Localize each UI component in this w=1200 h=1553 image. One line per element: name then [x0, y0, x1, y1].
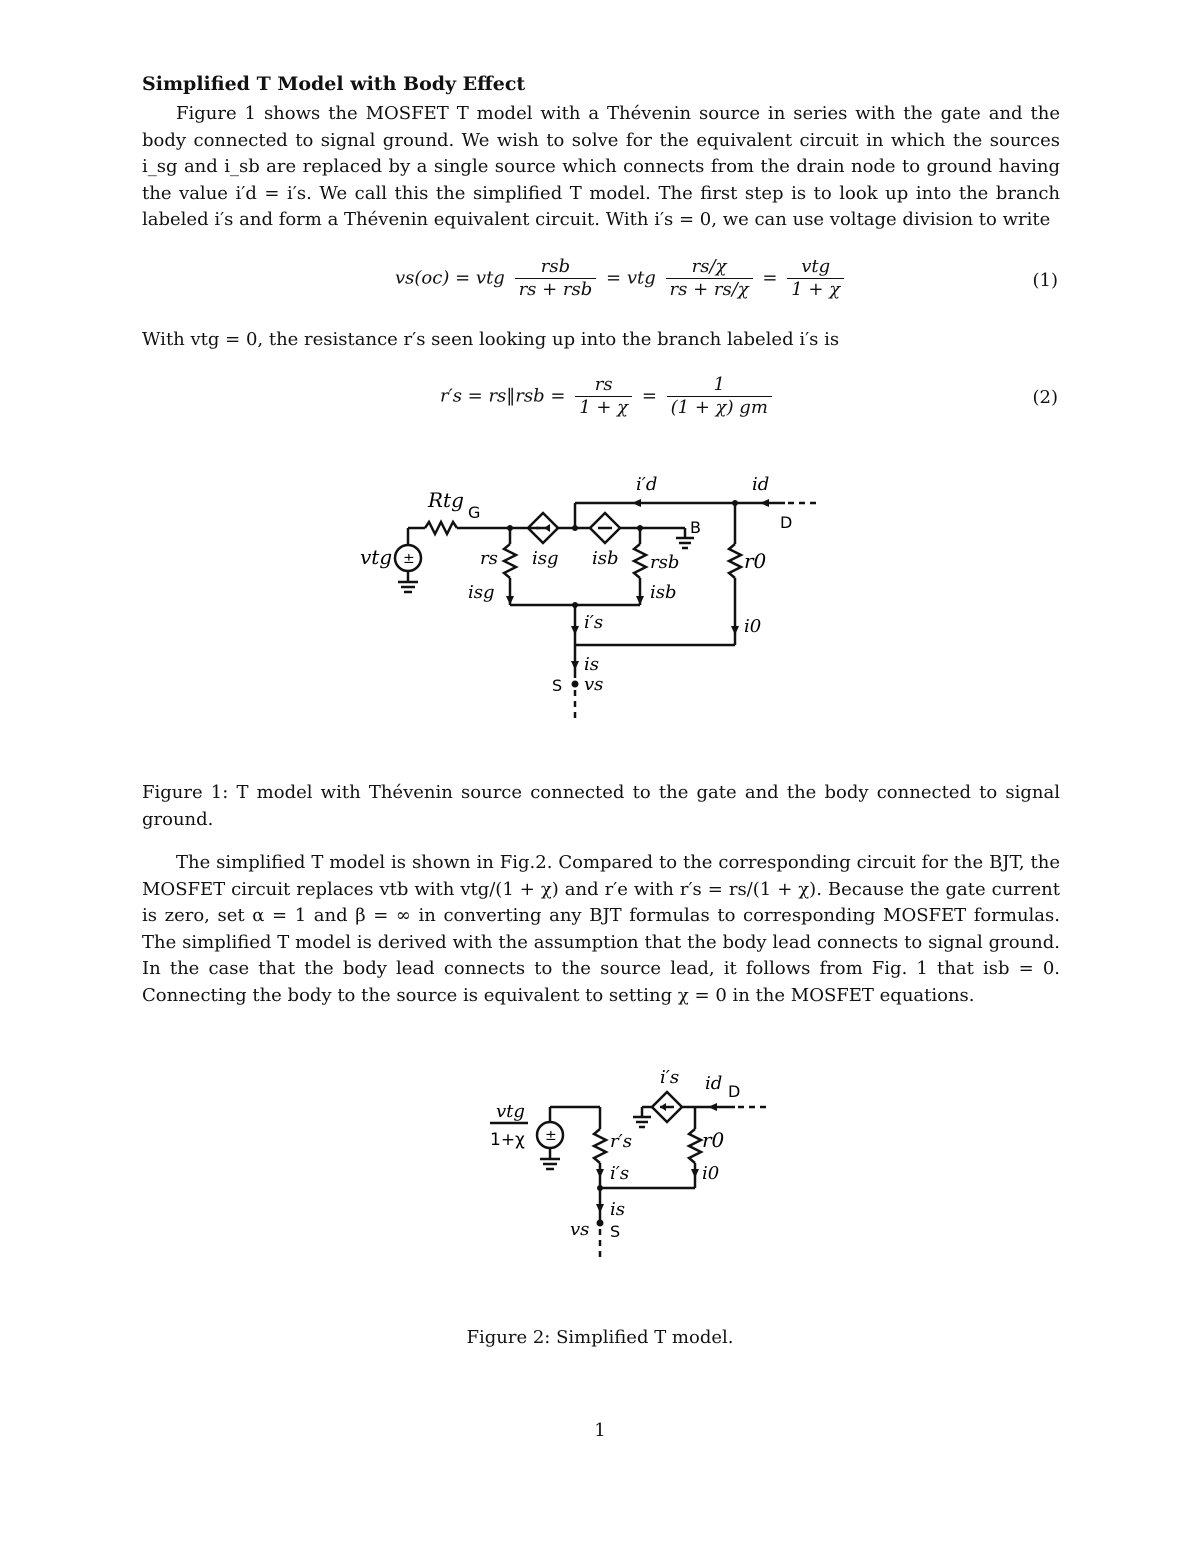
label-r0: r0: [702, 1128, 725, 1152]
equation-1-number: (1): [1032, 270, 1058, 291]
label-vs: vs: [584, 674, 604, 695]
eq1-mid: = vtg: [606, 267, 656, 289]
label-rs: rs: [480, 548, 498, 569]
paragraph-simplified: The simplified T model is shown in Fig.2. Compared to the corresponding circuit for the BJT, the MOSFET circuit replaces vtb with vtg/(1 + χ) and r′e with r′s = rs/(1 + χ). Because the gate current is zero, set α = 1 and β = ∞ in converting any BJT formulas to corresponding MOSFET formulas. The simplified T model is derived with the assumption that the body lead connects to signal ground. In the case that the body lead connects to the source lead, it follows from Fig. 1 that isb = 0. Connecting the body to the source is equivalent to setting χ = 0 in the MOSFET equations.: [142, 852, 1060, 1006]
label-vs: vs: [570, 1219, 590, 1240]
resistor-rsb-icon: [634, 544, 646, 578]
label-id-prime: i′d: [636, 474, 658, 495]
eq1-frac2-num: rs/χ: [666, 256, 753, 279]
label-denominator: 1+χ: [490, 1130, 525, 1150]
label-g: G: [468, 503, 481, 522]
resistor-rtg-icon: [425, 522, 457, 534]
figure-1-caption: Figure 1: T model with Thévenin source connected to the gate and the body connected to signal ground.: [142, 782, 1060, 830]
figure-1-circuit: [340, 460, 840, 730]
label-isb-source: isb: [592, 548, 619, 569]
label-is-prime: i′s: [584, 612, 604, 633]
resistor-rs-prime-icon: [594, 1129, 606, 1163]
label-i0: i0: [702, 1163, 720, 1184]
label-r0: r0: [744, 549, 767, 573]
label-b: B: [690, 518, 701, 537]
equation-1: vs(oc) = vtg $\frac{\text{rsb}}{\text{rs + rsb}}$ = vtg $\frac{rs/\chi}{rs + rs/\chi}$ = $\frac{\text{vtg}}{1 + \chi}$: [395, 256, 848, 301]
figure-2-caption: Figure 2: Simplified T model.: [466, 1327, 734, 1348]
label-isg: isg: [468, 582, 495, 603]
eq2-frac2-den: (1 + χ) gm: [670, 397, 768, 418]
label-d: D: [780, 513, 793, 532]
eq2-lhs: r′s = rs‖rsb =: [440, 385, 566, 407]
paragraph-resistance: With vtg = 0, the resistance r′s seen looking up into the branch labeled i′s is: [142, 329, 840, 350]
label-s: S: [610, 1222, 621, 1241]
eq2-frac2-num: 1: [667, 374, 772, 397]
eq1-frac2-den: rs + rs/χ: [669, 279, 749, 300]
resistor-r0-icon: [729, 544, 741, 578]
figure-2-circuit: [480, 1055, 780, 1265]
eq1-frac1-den: rs + rsb: [518, 279, 593, 300]
label-isg-source: isg: [532, 548, 559, 569]
label-s: S: [552, 676, 563, 695]
label-rtg: Rtg: [428, 488, 464, 512]
source-polarity-label: ±: [403, 551, 415, 567]
label-is-prime-source: i′s: [660, 1067, 680, 1088]
section-title: Simplified T Model with Body Effect: [142, 73, 526, 95]
label-vtg: vtg: [496, 1101, 525, 1122]
page-number: 1: [594, 1420, 606, 1441]
label-rsb: rsb: [650, 552, 680, 573]
label-d: D: [728, 1082, 741, 1101]
label-rs-prime: r′s: [610, 1131, 632, 1152]
equation-2-number: (2): [1032, 387, 1058, 408]
label-isb: isb: [650, 582, 677, 603]
label-id: id: [752, 474, 770, 495]
label-vtg: vtg: [360, 545, 393, 569]
resistor-rs-icon: [504, 544, 516, 578]
source-polarity-label: ±: [545, 1128, 557, 1144]
label-id: id: [705, 1073, 723, 1094]
eq2-frac1-den: 1 + χ: [579, 397, 629, 418]
label-i0: i0: [744, 616, 762, 637]
label-is: is: [610, 1199, 625, 1220]
eq1-frac3-num: vtg: [787, 256, 844, 279]
equation-2: r′s = rs‖rsb = $\frac{rs}{1 + \chi}$ = $\frac{1}{(1 + \chi) gm}$: [440, 374, 776, 419]
eq2-frac1-num: rs: [575, 374, 632, 397]
eq1-frac1-num: rsb: [515, 256, 597, 279]
eq1-lhs: vs(oc) = vtg: [395, 267, 505, 289]
label-is-prime: i′s: [610, 1163, 630, 1184]
label-is: is: [584, 654, 599, 675]
paragraph-intro: Figure 1 shows the MOSFET T model with a Thévenin source in series with the gate and the body connected to signal ground. We wish to solve for the equivalent circuit in which the sources i_sg and i_sb are replaced by a single source which connects from the drain node to ground having the value i′d = i′s. We call this the simplified T model. The first step is to look up into the branch labeled i′s and form a Thévenin equivalent circuit. With i′s = 0, we can use voltage division to write: [142, 103, 1060, 231]
eq1-frac3-den: 1 + χ: [791, 279, 841, 300]
resistor-r0-icon: [689, 1129, 701, 1163]
